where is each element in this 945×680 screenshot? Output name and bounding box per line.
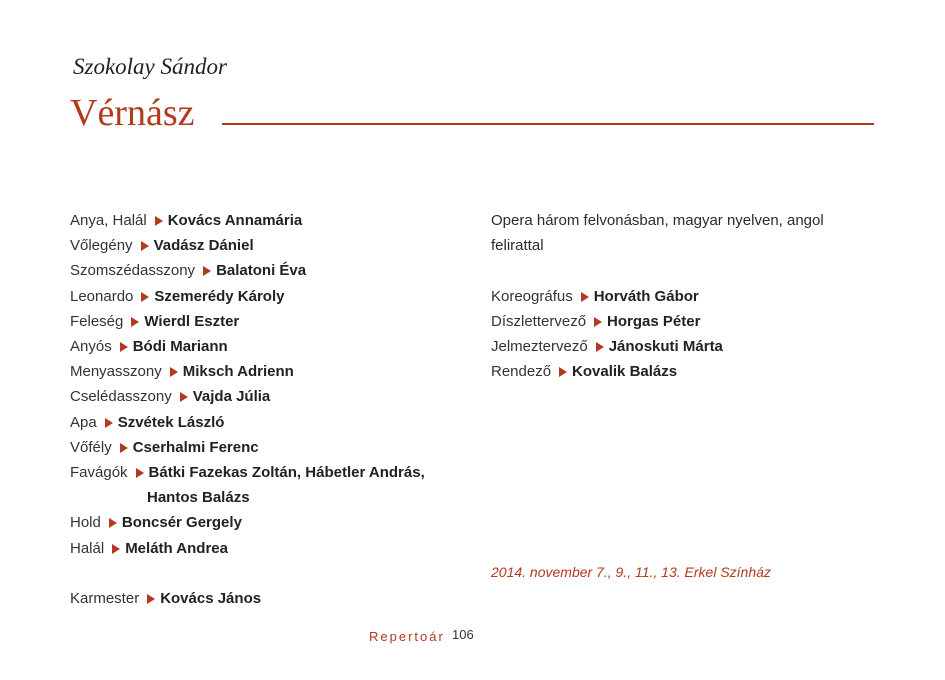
cast-name: Cserhalmi Ferenc — [132, 438, 259, 456]
cast-row — [70, 359, 480, 384]
triangle-right-icon — [155, 216, 163, 226]
cast-role: Szomszédasszony — [70, 262, 196, 280]
cast-row — [70, 460, 480, 485]
cast-row — [70, 258, 480, 283]
cast-name: Meláth Andrea — [125, 539, 228, 557]
triangle-right-icon — [170, 367, 178, 377]
cast-row — [70, 510, 480, 535]
cast-row — [70, 435, 480, 460]
cast-row-continuation — [70, 485, 480, 510]
credit-row — [491, 334, 851, 359]
triangle-right-icon — [203, 266, 211, 276]
cast-name: Hantos Balázs — [147, 489, 250, 507]
page-number: 106 — [452, 627, 474, 642]
conductor-row — [70, 586, 480, 611]
triangle-right-icon — [596, 342, 604, 352]
cast-name: Kovács Annamária — [167, 212, 303, 229]
cast-row — [70, 536, 480, 561]
spacer — [70, 561, 480, 586]
credit-name: Jánoskuti Márta — [608, 338, 723, 355]
cast-role: Anya, Halál — [70, 212, 147, 229]
cast-name: Boncsér Gergely — [121, 514, 242, 532]
triangle-right-icon — [147, 594, 155, 604]
credit-name: Kovalik Balázs — [572, 363, 678, 381]
triangle-right-icon — [105, 418, 113, 428]
cast-name: Szvétek László — [117, 413, 225, 431]
cast-role: Vőlegény — [70, 237, 133, 255]
cast-role: Vőfély — [70, 438, 112, 456]
cast-role: Apa — [70, 413, 97, 431]
footer-section-label: Repertoár — [369, 629, 445, 644]
cast-row — [70, 233, 480, 258]
cast-name: Vajda Júlia — [192, 388, 271, 406]
spacer — [491, 258, 851, 283]
triangle-right-icon — [594, 317, 602, 327]
cast-role: Anyós — [70, 338, 112, 356]
cast-row — [70, 284, 480, 309]
credit-row — [491, 284, 851, 309]
credit-row — [491, 309, 851, 334]
cast-role: Hold — [70, 514, 101, 532]
triangle-right-icon — [180, 392, 188, 402]
production-info — [491, 208, 851, 384]
cast-role: Halál — [70, 539, 105, 557]
cast-row — [70, 410, 480, 435]
credit-role: Jelmeztervező — [491, 338, 588, 355]
cast-role: Menyasszony — [70, 363, 162, 381]
triangle-right-icon — [112, 544, 120, 554]
triangle-right-icon — [131, 317, 139, 327]
cast-role: Favágók — [70, 464, 128, 482]
cast-name: Miksch Adrienn — [182, 363, 294, 381]
cast-name: Bátki Fazekas Zoltán, Hábetler András, — [148, 464, 425, 482]
cast-list — [70, 208, 480, 611]
triangle-right-icon — [141, 241, 149, 251]
cast-row — [70, 309, 480, 334]
triangle-right-icon — [120, 342, 128, 352]
cast-name: Balatoni Éva — [216, 262, 307, 280]
description-line: felirattal — [491, 237, 544, 255]
description-line: Opera három felvonásban, magyar nyelven, angol — [491, 212, 824, 229]
cast-name: Wierdl Eszter — [144, 312, 240, 330]
performance-dates: 2014. november 7., 9., 11., 13. Erkel Színház — [491, 564, 771, 580]
triangle-right-icon — [136, 468, 144, 478]
triangle-right-icon — [120, 443, 128, 453]
cast-row — [70, 384, 480, 409]
cast-role: Feleség — [70, 312, 124, 330]
triangle-right-icon — [141, 292, 149, 302]
triangle-right-icon — [581, 292, 589, 302]
conductor-name: Kovács János — [160, 590, 262, 608]
credit-role: Rendező — [491, 363, 552, 381]
title-rule — [222, 123, 874, 125]
composer-name: Szokolay Sándor — [73, 54, 227, 79]
cast-role: Leonardo — [70, 287, 134, 305]
cast-name: Bódi Mariann — [132, 338, 228, 356]
credit-name: Horgas Péter — [607, 312, 701, 330]
conductor-role: Karmester — [70, 590, 140, 608]
credit-row — [491, 359, 851, 384]
cast-name: Vadász Dániel — [153, 237, 254, 255]
credit-role: Koreográfus — [491, 287, 573, 305]
cast-role: Cselédasszony — [70, 388, 172, 406]
cast-row — [70, 334, 480, 359]
cast-name: Szemerédy Károly — [154, 287, 285, 305]
credit-name: Horváth Gábor — [593, 287, 699, 305]
credit-role: Díszlettervező — [491, 312, 587, 330]
cast-row — [70, 208, 480, 233]
opera-title: Vérnász — [70, 92, 195, 134]
triangle-right-icon — [559, 367, 567, 377]
triangle-right-icon — [109, 518, 117, 528]
